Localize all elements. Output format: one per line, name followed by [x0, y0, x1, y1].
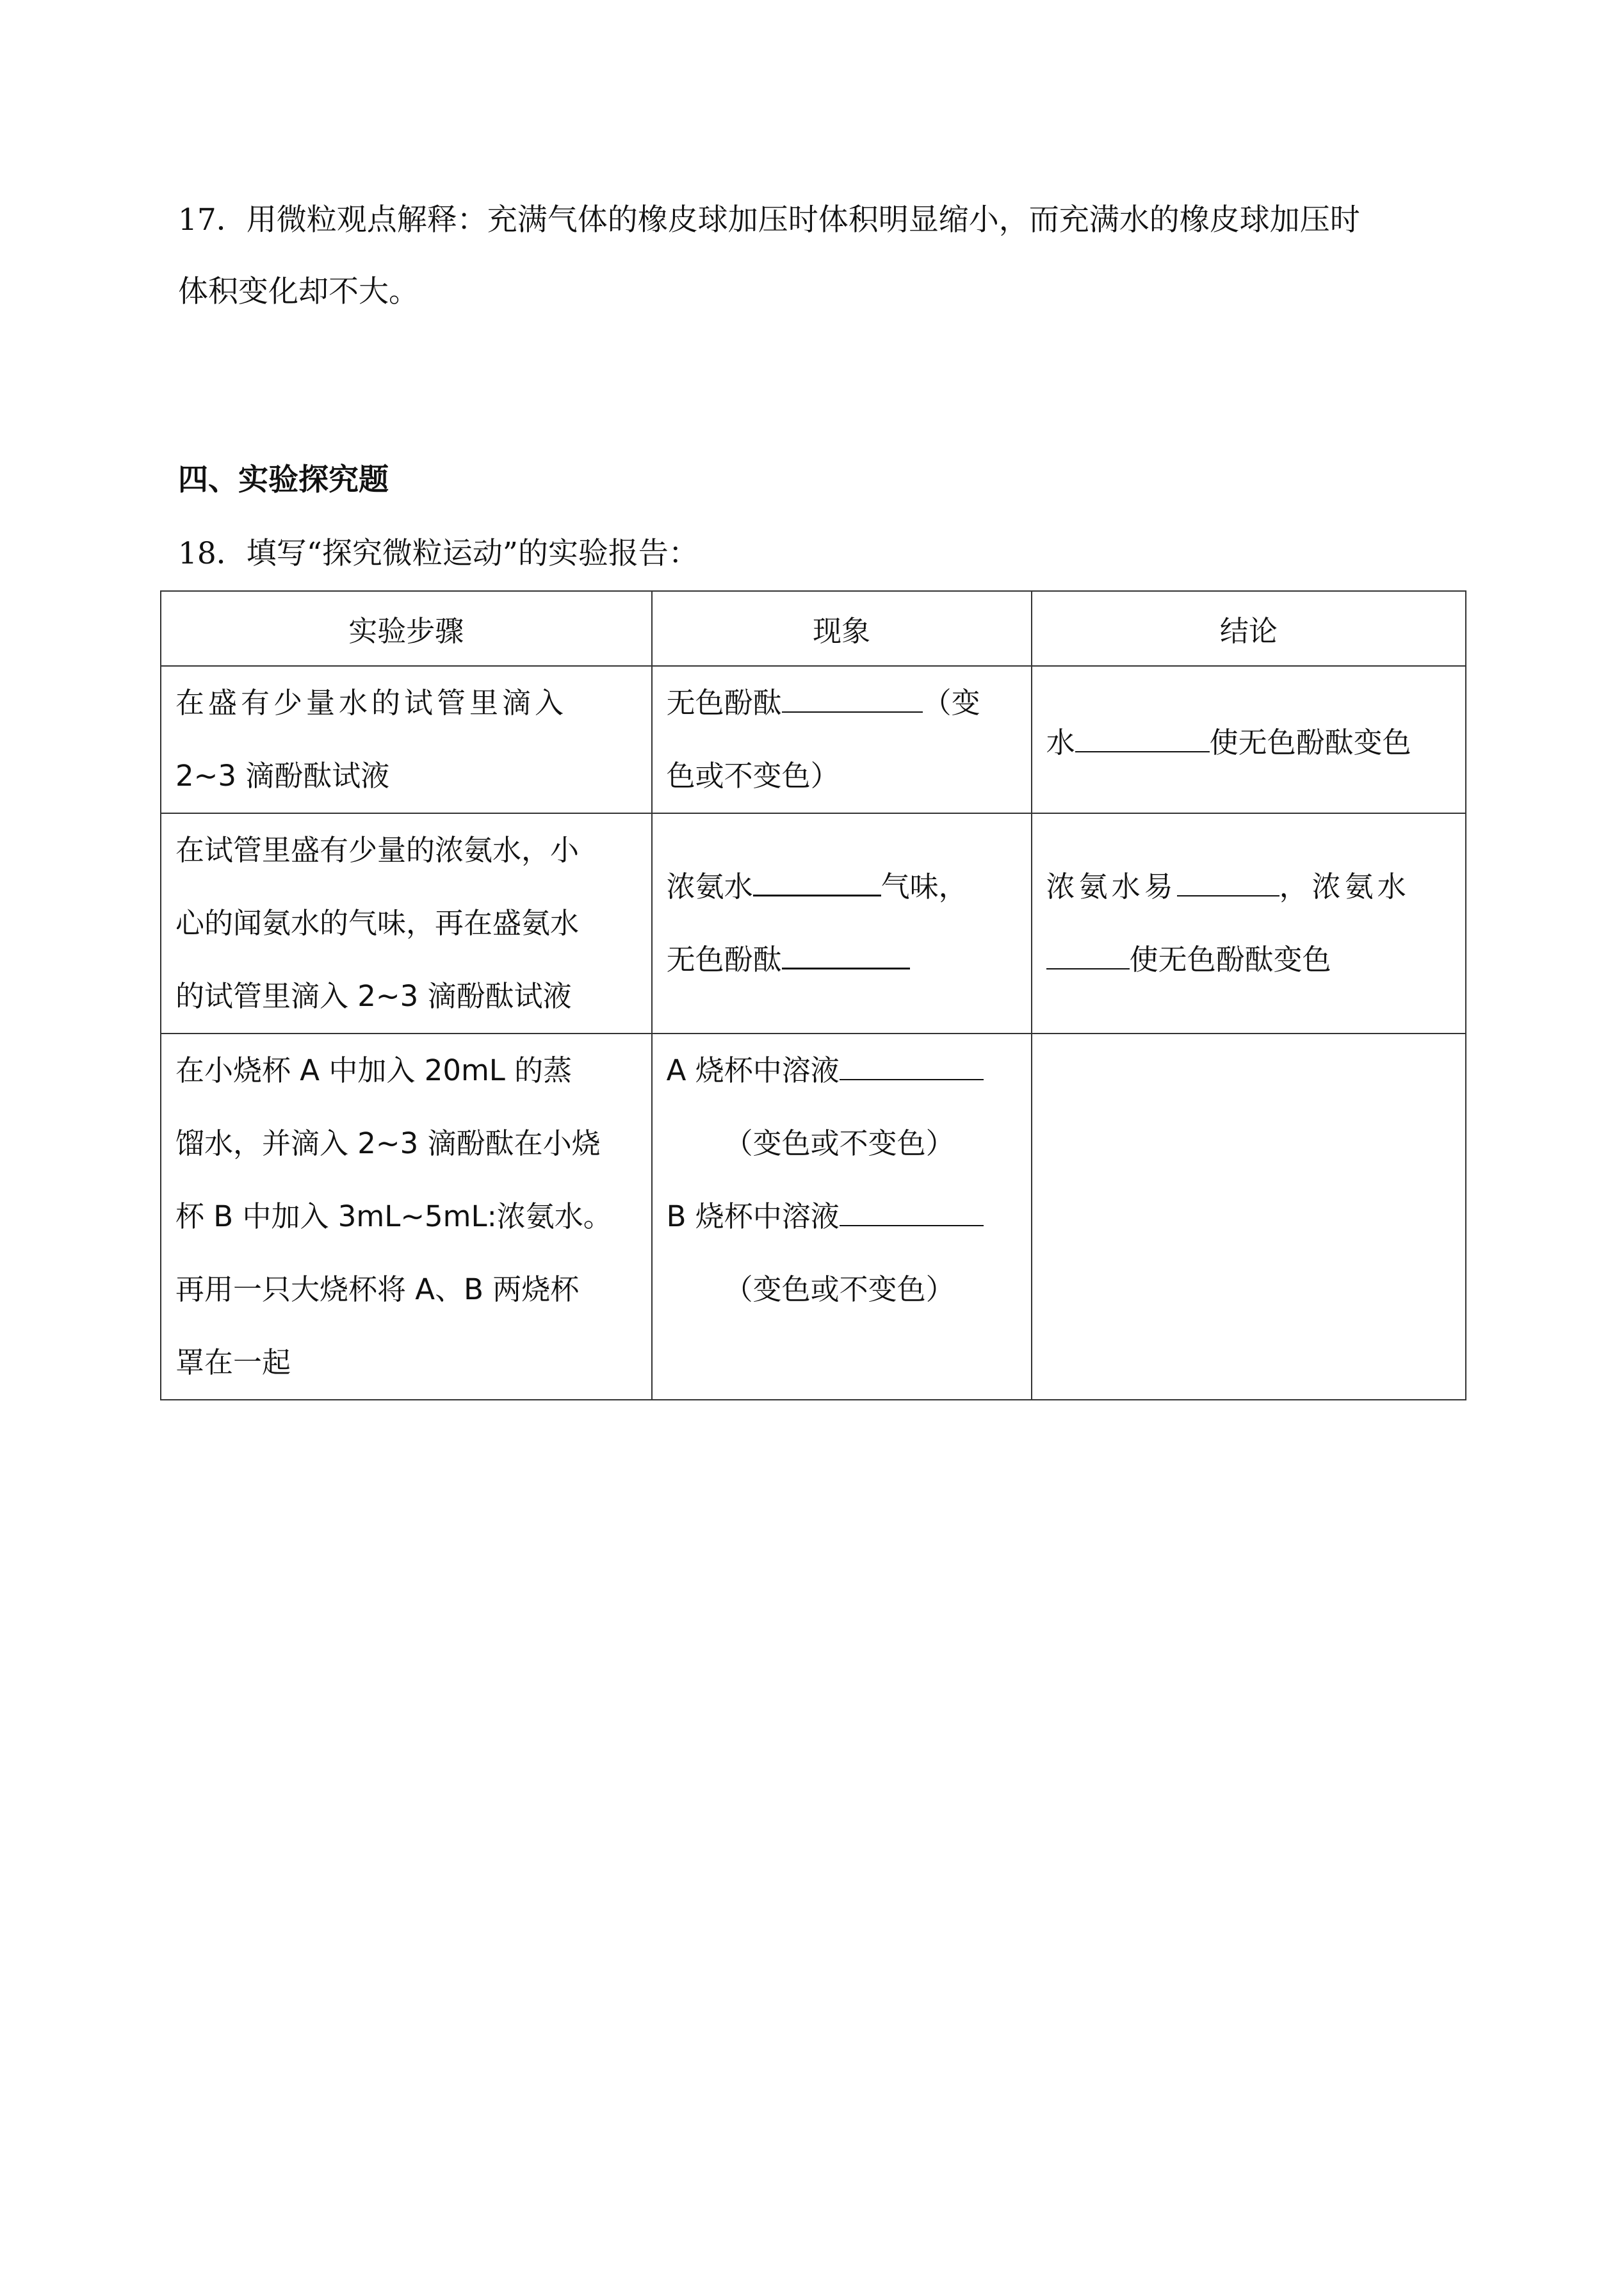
row1-phenomenon-text: 无色酚酞: [666, 686, 782, 720]
row2-step-line-3: 的试管里滴入 2~3 滴酚酞试液: [175, 979, 572, 1013]
question-17-line-2: 体积变化却不大。: [178, 274, 419, 309]
question-17-line-1: 17．用微粒观点解释：充满气体的橡皮球加压时体积明显缩小，而充满水的橡皮球加压时: [178, 202, 1360, 238]
row2-conclusion-text-c: 使无色酚酞变色: [1129, 943, 1331, 977]
row3-phenomenon-a: [667, 1034, 1017, 1107]
row1-step-line-2: 2~3 滴酚酞试液: [175, 759, 390, 793]
row3-phenomenon-b-hint: （变色或不变色）: [724, 1272, 955, 1306]
row2-phenomenon: [652, 813, 1032, 1034]
answer-blank[interactable]: [840, 1053, 984, 1080]
row2-phenomenon-line-2: [667, 923, 1017, 996]
row2-conclusion-text-a: 浓氨水易: [1046, 870, 1177, 904]
row1-phenomenon-line-2: 色或不变色）: [666, 759, 840, 793]
answer-blank[interactable]: [782, 686, 923, 713]
row2-conclusion-line-1: [1046, 850, 1451, 923]
row3-step-line-4: 再用一只大烧杯将 A、B 两烧杯: [175, 1272, 580, 1306]
row2-phenomenon-text-a: 浓氨水: [666, 870, 753, 904]
row1-step: [161, 666, 652, 813]
row3-phenomenon-a-hint: （变色或不变色）: [724, 1126, 955, 1160]
row2-phenomenon-text-b: 气味，: [881, 870, 968, 904]
row2-step: [161, 813, 652, 1034]
answer-blank[interactable]: [1046, 943, 1130, 969]
row1-phenomenon-hint: （变: [922, 686, 980, 720]
row3-step-line-5: 罩在一起: [175, 1345, 291, 1379]
question-18-prompt: 18．填写“探究微粒运动”的实验报告：: [178, 536, 699, 571]
row3-phenomenon-b: [667, 1180, 1017, 1253]
row1-phenomenon: [652, 666, 1032, 813]
row1-conclusion-text-a: 水: [1046, 725, 1075, 759]
row1-conclusion: [1032, 666, 1466, 813]
row1-step-line-1: 在盛有少量水的试管里滴入: [175, 686, 568, 720]
row2-step-line-1: 在试管里盛有少量的浓氨水，小: [175, 833, 580, 867]
answer-blank[interactable]: [1177, 870, 1279, 896]
table-row: [161, 813, 1466, 1034]
row1-conclusion-line: [1046, 719, 1451, 761]
row2-phenomenon-text-c: 无色酚酞: [666, 943, 782, 977]
row1-phenomenon-line-1: [667, 667, 1017, 740]
table-header-row: [161, 591, 1466, 666]
question-17: [178, 184, 1472, 328]
header-steps: 实验步骤: [161, 591, 652, 666]
row3-phenomenon-b-label: B 烧杯中溶液: [666, 1199, 840, 1233]
row3-phenomenon: [652, 1034, 1032, 1400]
table-row: [161, 666, 1466, 813]
answer-blank[interactable]: [782, 942, 910, 969]
row2-conclusion: [1032, 813, 1466, 1034]
header-phenomenon: 现象: [652, 591, 1032, 666]
row2-step-line-2: 心的闻氨水的气味，再在盛氨水: [175, 906, 580, 940]
answer-blank[interactable]: [753, 869, 881, 896]
answer-blank[interactable]: [840, 1199, 984, 1226]
table-row: [161, 1034, 1466, 1400]
row3-step-line-3: 杯 B 中加入 3mL~5mL:浓氨水。: [175, 1199, 612, 1233]
row2-conclusion-text-b: ，浓氨水: [1279, 870, 1410, 904]
section-title: 四、实验探究题: [178, 462, 389, 498]
row3-step-line-2: 馏水，并滴入 2~3 滴酚酞在小烧: [175, 1126, 601, 1160]
row3-conclusion[interactable]: [1032, 1034, 1466, 1400]
answer-blank[interactable]: [1075, 726, 1210, 752]
header-conclusion: 结论: [1032, 591, 1466, 666]
row1-conclusion-text-b: 使无色酚酞变色: [1209, 725, 1411, 759]
row3-phenomenon-a-label: A 烧杯中溶液: [666, 1053, 840, 1087]
row2-conclusion-line-2: [1046, 923, 1451, 996]
row2-phenomenon-line-1: [667, 850, 1017, 923]
experiment-report-table: [160, 590, 1466, 1400]
row3-step: [161, 1034, 652, 1400]
row3-step-line-1: 在小烧杯 A 中加入 20mL 的蒸: [175, 1053, 572, 1087]
